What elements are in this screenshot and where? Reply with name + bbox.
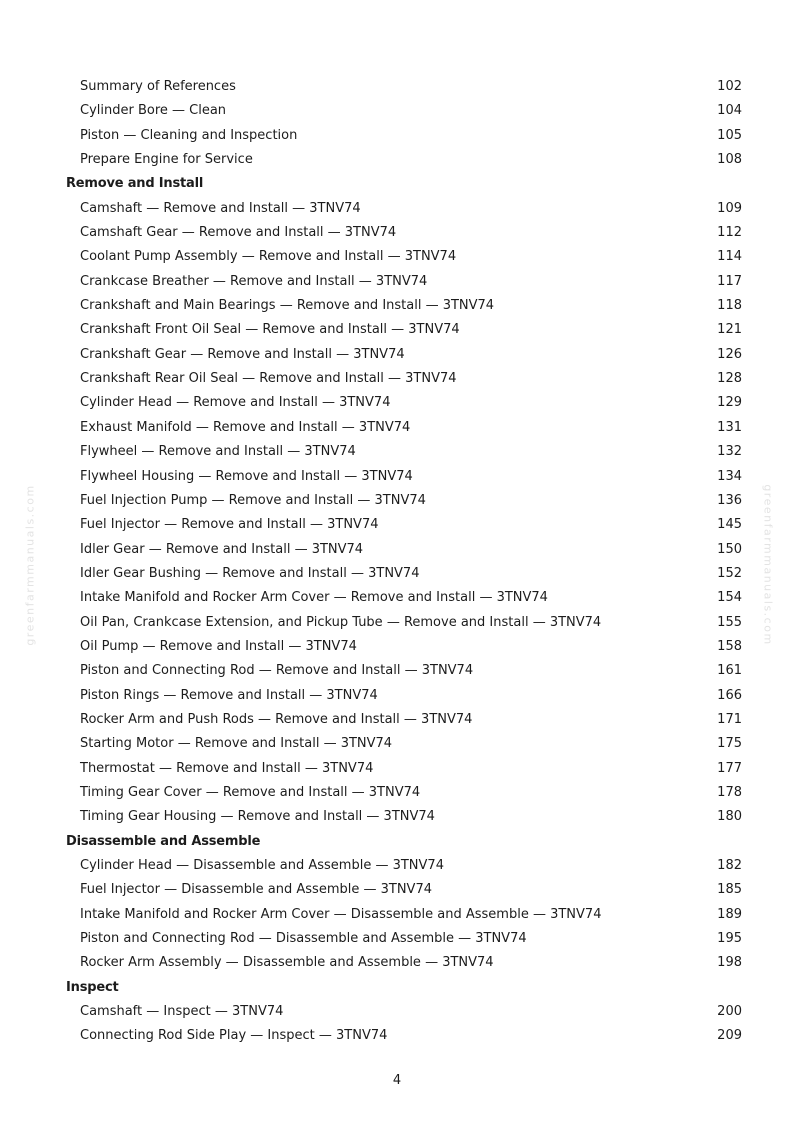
entry-title: Timing Gear Cover — Remove and Install — 3TNV74 — [80, 784, 421, 800]
entry-title: Cylinder Head — Disassemble and Assemble — 3TNV74 — [80, 858, 444, 873]
entry-title: Crankshaft Rear Oil Seal — Remove and Install — 3TNV74 — [80, 371, 457, 387]
entry-title: Piston — Cleaning and Inspection — [80, 127, 298, 143]
entry-title: Piston and Connecting Rod — Disassemble and Assemble — 3TNV74 — [80, 931, 527, 947]
toc-entry[interactable] — [0, 197, 794, 221]
entry-page-number: 128 — [717, 371, 742, 387]
entry-title: Crankshaft Gear — Remove and Install — 3TNV74 — [80, 346, 405, 362]
entry-page-number: 150 — [717, 541, 742, 557]
toc-entry[interactable] — [0, 1024, 794, 1048]
toc-entry[interactable] — [0, 318, 794, 342]
toc-entry[interactable] — [0, 75, 794, 99]
entry-page-number: 105 — [717, 127, 742, 143]
toc-entry[interactable] — [0, 781, 794, 805]
toc-entry[interactable] — [0, 611, 794, 635]
entry-page-number: 175 — [717, 736, 742, 752]
entry-page-number: 118 — [717, 298, 742, 314]
entry-page-number: 166 — [717, 687, 742, 703]
entry-page-number: 171 — [717, 711, 742, 727]
toc-entry[interactable] — [0, 586, 794, 610]
entry-title: Summary of References — [80, 79, 236, 94]
toc-entry[interactable] — [0, 951, 794, 975]
entry-page-number: 132 — [717, 444, 742, 460]
entry-title: Oil Pan, Crankcase Extension, and Pickup Tube — Remove and Install — 3TNV74 — [80, 614, 602, 630]
entry-page-number: 200 — [717, 1004, 742, 1020]
toc-entry[interactable] — [0, 1000, 794, 1024]
toc-entry[interactable] — [0, 513, 794, 537]
entry-page-number: 209 — [717, 1028, 742, 1044]
toc-entry[interactable] — [0, 245, 794, 269]
toc-section-heading — [0, 172, 794, 196]
entry-title: Idler Gear Bushing — Remove and Install — 3TNV74 — [80, 565, 420, 581]
toc-entry[interactable] — [0, 805, 794, 829]
entry-title: Coolant Pump Assembly — Remove and Install — 3TNV74 — [80, 249, 457, 265]
entry-title: Thermostat — Remove and Install — 3TNV74 — [80, 760, 374, 776]
toc-entry[interactable] — [0, 659, 794, 683]
entry-title: Piston and Connecting Rod — Remove and Install — 3TNV74 — [80, 663, 474, 679]
entry-title: Intake Manifold and Rocker Arm Cover — Remove and Install — 3TNV74 — [80, 590, 548, 606]
entry-page-number: 180 — [717, 809, 742, 825]
toc-entry[interactable] — [0, 854, 794, 878]
entry-page-number: 117 — [717, 273, 742, 289]
page-number: 4 — [392, 1073, 402, 1088]
entry-title: Starting Motor — Remove and Install — 3TNV74 — [80, 736, 393, 752]
entry-title: Rocker Arm Assembly — Disassemble and Assemble — 3TNV74 — [80, 955, 494, 971]
entry-title: Camshaft — Inspect — 3TNV74 — [80, 1004, 284, 1020]
entry-page-number: 158 — [717, 638, 742, 654]
entry-page-number: 102 — [717, 79, 742, 94]
entry-page-number: 155 — [717, 614, 742, 630]
entry-title: Exhaust Manifold — Remove and Install — 3TNV74 — [80, 419, 411, 435]
toc-entry[interactable] — [0, 465, 794, 489]
entry-title: Timing Gear Housing — Remove and Install — 3TNV74 — [80, 809, 435, 825]
toc-entry[interactable] — [0, 367, 794, 391]
entry-page-number: 114 — [717, 249, 742, 265]
entry-title: Camshaft Gear — Remove and Install — 3TNV74 — [80, 225, 397, 241]
table-of-contents — [0, 75, 794, 1049]
entry-title: Flywheel Housing — Remove and Install — 3TNV74 — [80, 468, 413, 484]
toc-entry[interactable] — [0, 538, 794, 562]
toc-entry[interactable] — [0, 903, 794, 927]
entry-title: Crankshaft Front Oil Seal — Remove and Install — 3TNV74 — [80, 322, 460, 338]
toc-entry[interactable] — [0, 440, 794, 464]
entry-page-number: 131 — [717, 419, 742, 435]
entry-page-number: 152 — [717, 565, 742, 581]
toc-entry[interactable] — [0, 221, 794, 245]
entry-title: Crankcase Breather — Remove and Install — 3TNV74 — [80, 273, 428, 289]
entry-title: Prepare Engine for Service — [80, 152, 253, 168]
entry-page-number: 185 — [717, 882, 742, 898]
toc-entry[interactable] — [0, 878, 794, 902]
entry-page-number: 182 — [717, 858, 742, 873]
entry-page-number: 198 — [717, 955, 742, 971]
entry-title: Fuel Injector — Remove and Install — 3TNV74 — [80, 517, 379, 533]
entry-title: Piston Rings — Remove and Install — 3TNV74 — [80, 687, 378, 703]
toc-entry[interactable] — [0, 416, 794, 440]
toc-entry[interactable] — [0, 684, 794, 708]
entry-title: Fuel Injection Pump — Remove and Install — 3TNV74 — [80, 492, 426, 508]
entry-page-number: 104 — [717, 103, 742, 119]
entry-page-number: 189 — [717, 906, 742, 922]
toc-section-heading — [0, 976, 794, 1000]
toc-entry[interactable] — [0, 708, 794, 732]
entry-page-number: 178 — [717, 784, 742, 800]
entry-title: Flywheel — Remove and Install — 3TNV74 — [80, 444, 356, 460]
entry-page-number: 126 — [717, 346, 742, 362]
entry-title: Fuel Injector — Disassemble and Assemble — 3TNV74 — [80, 882, 432, 898]
toc-entry[interactable] — [0, 294, 794, 318]
toc-entry[interactable] — [0, 99, 794, 123]
entry-page-number: 121 — [717, 322, 742, 338]
section-title: Remove and Install — [66, 176, 204, 192]
entry-title: Intake Manifold and Rocker Arm Cover — Disassemble and Assemble — 3TNV74 — [80, 906, 602, 922]
toc-entry[interactable] — [0, 124, 794, 148]
section-title: Inspect — [66, 979, 119, 995]
entry-title: Oil Pump — Remove and Install — 3TNV74 — [80, 638, 357, 654]
entry-page-number: 112 — [717, 225, 742, 241]
entry-title: Crankshaft and Main Bearings — Remove and Install — 3TNV74 — [80, 298, 495, 314]
toc-entry[interactable] — [0, 757, 794, 781]
toc-entry[interactable] — [0, 270, 794, 294]
entry-page-number: 154 — [717, 590, 742, 606]
entry-page-number: 109 — [717, 200, 742, 216]
toc-section-heading — [0, 830, 794, 854]
entry-page-number: 134 — [717, 468, 742, 484]
toc-entry[interactable] — [0, 148, 794, 172]
entry-title: Cylinder Bore — Clean — [80, 103, 227, 119]
toc-entry[interactable] — [0, 732, 794, 756]
entry-page-number: 177 — [717, 760, 742, 776]
toc-entry[interactable] — [0, 562, 794, 586]
entry-page-number: 145 — [717, 517, 742, 533]
entry-page-number: 108 — [717, 152, 742, 168]
entry-title: Rocker Arm and Push Rods — Remove and Install — 3TNV74 — [80, 711, 473, 727]
entry-page-number: 129 — [717, 395, 742, 411]
watermark-left: greenfarmmanuals.com — [23, 484, 37, 646]
toc-entry[interactable] — [0, 635, 794, 659]
entry-title: Connecting Rod Side Play — Inspect — 3TNV74 — [80, 1028, 388, 1044]
entry-page-number: 161 — [717, 663, 742, 679]
toc-entry[interactable] — [0, 489, 794, 513]
toc-entry[interactable] — [0, 391, 794, 415]
entry-title: Idler Gear — Remove and Install — 3TNV74 — [80, 541, 364, 557]
section-title: Disassemble and Assemble — [66, 833, 261, 849]
toc-entry[interactable] — [0, 343, 794, 367]
watermark-right: greenfarmmanuals.com — [761, 484, 775, 646]
entry-page-number: 136 — [717, 492, 742, 508]
entry-title: Camshaft — Remove and Install — 3TNV74 — [80, 200, 361, 216]
entry-page-number: 195 — [717, 931, 742, 947]
entry-title: Cylinder Head — Remove and Install — 3TNV74 — [80, 395, 391, 411]
toc-entry[interactable] — [0, 927, 794, 951]
